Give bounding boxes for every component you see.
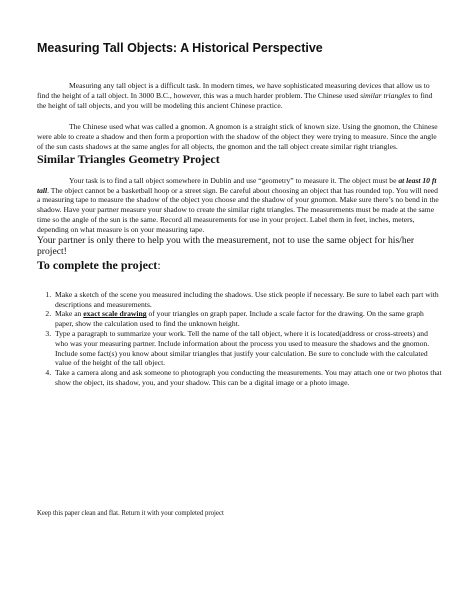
list-item: 3. Type a paragraph to summarize your work. Tell the name of the tall object, where it is located(address or cross-streets) and who was your measuring partner. Include information about the process you used to measure the shadows and the gnomon. Include some fact(s) you know about similar triangles that justify your calculation. Be sure to conclude with the calculated value of the height of the tall object.: [53, 329, 442, 368]
list-item: [53, 309, 442, 329]
task-2-pre: Make an: [55, 309, 84, 319]
complete-heading-text: To complete the project: [37, 257, 158, 272]
project-requirement: at least 10 ft tall: [37, 175, 437, 195]
intro-text-b: to find the height of tall objects, and you will be modeling this ancient Chinese practice.: [37, 90, 433, 110]
page-title: Measuring Tall Objects: A Historical Perspective: [37, 41, 323, 55]
document-body: [37, 40, 442, 388]
list-item: 4. Take a camera along and ask someone to photograph you conducting the measurements. You may attach one or two photos that show the object, its shadow, you, and your shadow. This can be a digital image or a photo image.: [53, 368, 442, 388]
task-2-emphasis: exact scale drawing: [83, 309, 147, 319]
intro-text-a: Measuring any tall object is a difficult task. In modern times, we have sophisticated measuring devices that allow us to find the height of a tall object. In 3000 B.C., however, this was a much harder problem. The Chinese used: [37, 81, 430, 100]
intro-paragraph-1: [37, 81, 442, 110]
footer-note: Keep this paper clean and flat. Return it with your completed project: [37, 510, 224, 517]
project-paragraph: [37, 176, 442, 235]
task-2-post: of your triangles on graph paper. Include a scale factor for the drawing. On the same graph paper, show the calculation used to find the unknown height.: [55, 309, 424, 329]
partner-note: Your partner is only there to help you with the measurement, not to use the same object for his/her project!: [37, 234, 415, 258]
task-list: [37, 290, 442, 388]
list-item: 1. Make a sketch of the scene you measured including the shadows. Use stick people if necessary. Be sure to label each part with descriptions and measurements.: [53, 290, 442, 310]
complete-heading-colon: :: [157, 257, 161, 272]
intro-paragraph-2: The Chinese used what was called a gnomon. A gnomon is a straight stick of known size. Using the gnomon, the Chinese were able to create a shadow and then form a proportion with the shadow of the object they were trying to measure. Since the angle of the sun casts shadows at the same angles for all objects, the gnomon and the tall object create similar right triangles.: [37, 122, 438, 151]
project-text-a: Your task is to find a tall object somewhere in Dublin and use “geometry” to measure it. The object must be: [69, 175, 399, 185]
project-text-b: . The object cannot be a basketball hoop or a street sign. Be careful about choosing an object that has rounded top. You will need a measuring tape to measure the shadow of the object you choose and the shadow of your gnomon. Make sure there’s no bend in the shadow. Have your partner measure your shadow to create the similar right triangles. The measurements must be made at the same time so the angle of the sun is the same. Record all measurements for use in your project. Label them in feet, inches, meters, depending on what measure is on your measuring tape.: [37, 185, 439, 234]
project-heading: Similar Triangles Geometry Project: [37, 151, 220, 166]
intro-emphasis: similar triangles: [360, 90, 411, 100]
complete-heading: [37, 258, 442, 273]
